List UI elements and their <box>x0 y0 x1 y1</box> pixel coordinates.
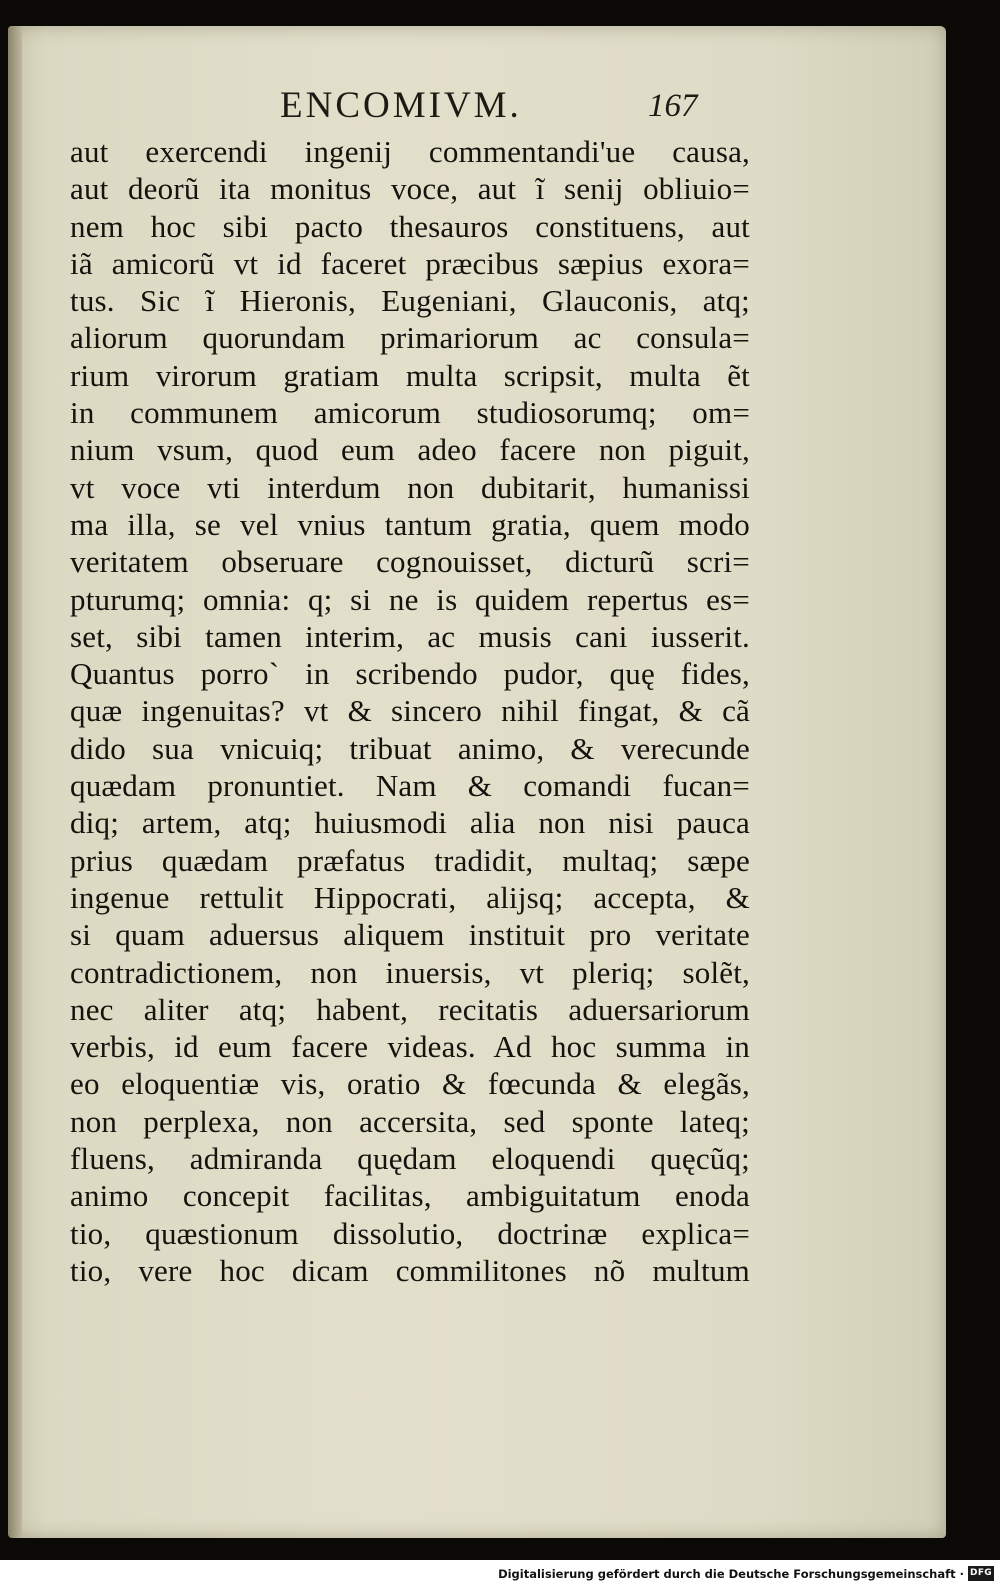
text-line: animo concepit facilitas, ambiguitatum enoda <box>70 1178 750 1214</box>
text-line: iã amicorũ vt id faceret præcibus sæpius exora= <box>70 245 750 281</box>
text-line: fluens, admiranda quędam eloquendi quęcũq; <box>70 1141 750 1177</box>
body-text <box>70 133 750 1289</box>
running-head: ENCOMIVM. <box>280 85 522 126</box>
text-line: eo eloquentiæ vis, oratio & fœcunda & elegãs, <box>70 1066 750 1102</box>
text-line: vt voce vti interdum non dubitarit, humanissi <box>70 469 750 505</box>
page-number: 167 <box>648 88 698 124</box>
text-line: nec aliter atq; habent, recitatis aduersariorum <box>70 991 750 1027</box>
text-line: set, sibi tamen interim, ac musis cani iusserit. <box>70 618 750 654</box>
text-line: quæ ingenuitas? vt & sincero nihil fingat, & cã <box>70 693 750 729</box>
text-line: aut exercendi ingenij commentandi'ue causa, <box>70 134 750 169</box>
text-line: contradictionem, non inuersis, vt pleriq; solẽt, <box>70 954 750 990</box>
text-line: verbis, id eum facere videas. Ad hoc summa in <box>70 1029 750 1065</box>
text-line: nium vsum, quod eum adeo facere non piguit, <box>70 432 750 468</box>
text-line: dido sua vnicuiq; tribuat animo, & verecunde <box>70 730 750 766</box>
text-line: aliorum quorundam primariorum ac consula= <box>70 320 750 356</box>
text-line: quædam pronuntiet. Nam & comandi fucan= <box>70 768 750 804</box>
text-line: Quantus porro` in scribendo pudor, quę fides, <box>70 656 750 692</box>
text-line: in communem amicorum studiosorumq; om= <box>70 395 750 431</box>
footer-credit: Digitalisierung gefördert durch die Deutsche Forschungsgemeinschaft · <box>498 1567 964 1581</box>
text-line: si quam aduersus aliquem instituit pro veritate <box>70 917 750 953</box>
text-line: non perplexa, non accersita, sed sponte lateq; <box>70 1103 750 1139</box>
text-line: aut deorũ ita monitus voce, aut ĩ senij obliuio= <box>70 171 750 207</box>
text-line: nem hoc sibi pacto thesauros constituens, aut <box>70 208 750 244</box>
text-line: pturumq; omnia: q; si ne is quidem repertus es= <box>70 581 750 617</box>
text-line: prius quædam præfatus tradidit, multaq; sæpe <box>70 842 750 878</box>
text-line: tio, quæstionum dissolutio, doctrinæ explica= <box>70 1215 750 1251</box>
text-line: veritatem obseruare cognouisset, dicturũ scri= <box>70 544 750 580</box>
footer-bar <box>0 1560 1000 1590</box>
text-line: ingenue rettulit Hippocrati, alijsq; accepta, & <box>70 879 750 915</box>
page-gutter-edge <box>8 26 22 1538</box>
text-line: tus. Sic ĩ Hieronis, Eugeniani, Glauconis, atq; <box>70 283 750 319</box>
text-line: diq; artem, atq; huiusmodi alia non nisi pauca <box>70 805 750 841</box>
dfg-logo: DFG <box>968 1566 994 1581</box>
text-line: ma illa, se vel vnius tantum gratia, quem modo <box>70 506 750 542</box>
text-line: rium virorum gratiam multa scripsit, multa ẽt <box>70 357 750 393</box>
text-line: tio, vere hoc dicam commilitones nõ multum <box>70 1252 750 1288</box>
